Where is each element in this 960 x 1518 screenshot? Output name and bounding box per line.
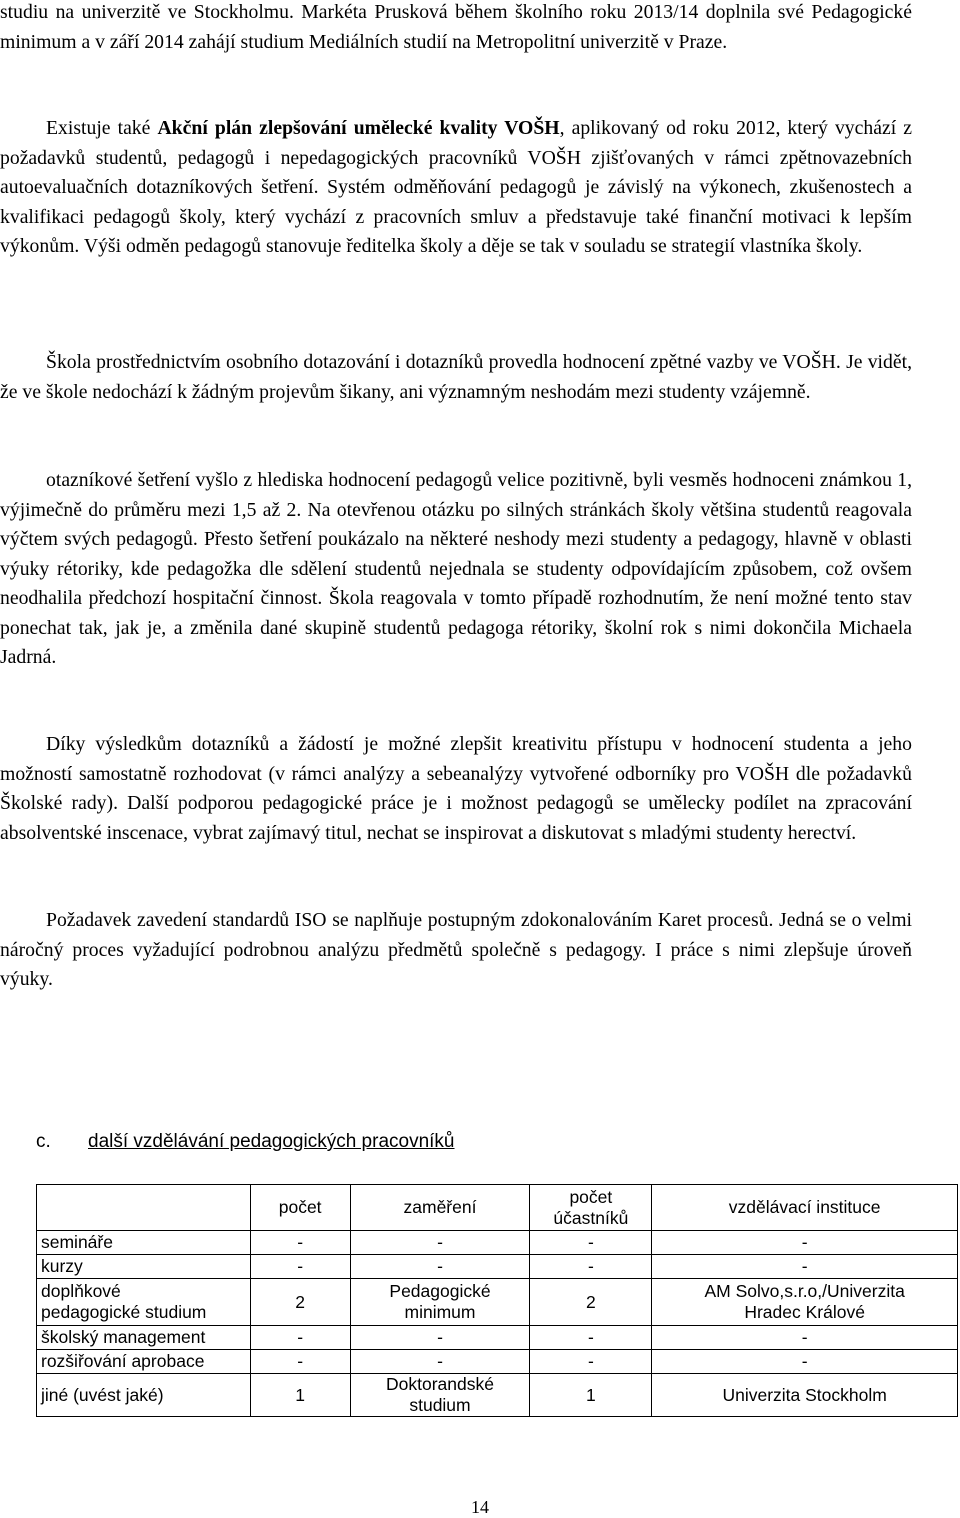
table-cell: -: [350, 1326, 530, 1350]
table-cell: kurzy: [37, 1255, 251, 1279]
table-cell: -: [350, 1255, 530, 1279]
table-cell: 2: [530, 1279, 652, 1326]
table-cell: -: [530, 1350, 652, 1374]
section-heading: [36, 1131, 455, 1153]
table-row: [37, 1326, 958, 1350]
table-cell: -: [250, 1350, 350, 1374]
table-header-cell: počet: [250, 1185, 350, 1231]
table-row: [37, 1255, 958, 1279]
table-cell: 2: [250, 1279, 350, 1326]
table-cell: jiné (uvést jaké): [37, 1374, 251, 1417]
paragraph-text: otazníkové šetření vyšlo z hlediska hodnocení pedagogů velice pozitivně, byli vesměs hodnoceni známkou 1, výjimečně do průměru mezi 1,5 až 2. Na otevřenou otázku po silných stránkách školy většina studentů reagovala výčtem svých pedagogů. Přesto šetření poukázalo na některé neshody mezi studenty a pedagogy, hlavně v oblasti výuky rétoriky, kde pedagožka dle sdělení studentů nejednala se studenty odpovídajícím způsobem, což ovšem neodhalila předchozí hospitační činnost. Škola reagovala v tomto případě rozhodnutím, že není možné tento stav ponechat tak, jak je, a změnila dané skupině studentů pedagoga rétoriky, školní rok s nimi dokončila Michaela Jadrná.: [0, 469, 912, 668]
paragraph-action-plan: [0, 114, 912, 262]
paragraph-text: Požadavek zavedení standardů ISO se naplňuje postupným zdokonalováním Karet procesů. Jedná se o velmi náročný proces vyžadující podrobnou analýzu předmětů společně s pedagogy. I práce s nimi zlepšuje úroveň výuky.: [0, 909, 912, 990]
table-cell: -: [652, 1255, 958, 1279]
table-cell: Univerzita Stockholm: [652, 1374, 958, 1417]
table-cell: AM Solvo,s.r.o,/Univerzita Hradec Králové: [652, 1279, 958, 1326]
table-header-cell: [37, 1185, 251, 1231]
table-cell: Pedagogické minimum: [350, 1279, 530, 1326]
table-row: [37, 1350, 958, 1374]
table-cell: školský management: [37, 1326, 251, 1350]
paragraph-iso: [0, 906, 912, 995]
paragraph-text: Existuje také: [46, 117, 158, 139]
table-row: [37, 1374, 958, 1417]
table-cell: doplňkové pedagogické studium: [37, 1279, 251, 1326]
table-header-cell: zaměření: [350, 1185, 530, 1231]
paragraph-text: Škola prostřednictvím osobního dotazování i dotazníků provedla hodnocení zpětné vazby ve VOŠH. Je vidět, že ve škole nedochází k žádným projevům šikany, ani významným neshodám mezi studenty vzájemně.: [0, 351, 912, 403]
section-title: další vzdělávání pedagogických pracovníků: [88, 1131, 455, 1152]
paragraph-text: , aplikovaný od roku 2012, který vychází z požadavků studentů, pedagogů i nepedagogických pracovníků VOŠH zjišťovaných v rámci zpětnovazebních autoevaluačních dotazníkových šetření. Systém odměňování pedagogů je závislý na výkonech, zkušenostech a kvalifikaci pedagogů školy, který vychází z pracovních smluv a představuje také finanční motivaci k lepším výkonům. Výši odměn pedagogů stanovuje ředitelka školy a děje se tak v souladu se strategií vlastníka školy.: [0, 117, 912, 257]
table-cell: 1: [530, 1374, 652, 1417]
table-cell: -: [530, 1255, 652, 1279]
table-row: [37, 1231, 958, 1255]
table-cell: -: [350, 1231, 530, 1255]
table-row: [37, 1279, 958, 1326]
table-cell: 1: [250, 1374, 350, 1417]
paragraph-continuation: [0, 0, 912, 57]
table-cell: -: [652, 1326, 958, 1350]
table-cell: -: [652, 1231, 958, 1255]
table-header-cell: počet účastníků: [530, 1185, 652, 1231]
table-header-row: [37, 1185, 958, 1231]
education-table: [36, 1184, 958, 1417]
paragraph-text: studiu na univerzitě ve Stockholmu. Markéta Prusková během školního roku 2013/14 doplnila své Pedagogické minimum a v září 2014 zahájí studium Mediálních studií na Metropolitní univerzitě v Praze.: [0, 1, 912, 53]
table-cell: -: [250, 1255, 350, 1279]
table-cell: rozšiřování aprobace: [37, 1350, 251, 1374]
table-header-cell: vzdělávací instituce: [652, 1185, 958, 1231]
table-cell: Doktorandské studium: [350, 1374, 530, 1417]
table-cell: -: [250, 1326, 350, 1350]
table-cell: -: [350, 1350, 530, 1374]
section-number: c.: [36, 1131, 51, 1152]
paragraph-survey: [0, 466, 912, 673]
paragraph-feedback: [0, 348, 912, 407]
bold-term: Akční plán zlepšování umělecké kvality VOŠH: [157, 117, 560, 139]
table-cell: -: [250, 1231, 350, 1255]
paragraph-questionnaire-results: [0, 730, 912, 848]
paragraph-text: Díky výsledkům dotazníků a žádostí je možné zlepšit kreativitu přístupu v hodnocení studenta a jeho možností samostatně rozhodovat (v rámci analýzy a sebeanalýzy vytvořené odborníky pro VOŠH dle požadavků Školské rady). Další podporou pedagogické práce je i možnost pedagogů se umělecky podílet na zpracování absolventské inscenace, vybrat zajímavý titul, nechat se inspirovat a diskutovat s mladými studenty herectví.: [0, 733, 912, 844]
table-cell: -: [652, 1350, 958, 1374]
table-cell: -: [530, 1326, 652, 1350]
table-cell: -: [530, 1231, 652, 1255]
page-number: 14: [471, 1497, 489, 1517]
table-cell: semináře: [37, 1231, 251, 1255]
